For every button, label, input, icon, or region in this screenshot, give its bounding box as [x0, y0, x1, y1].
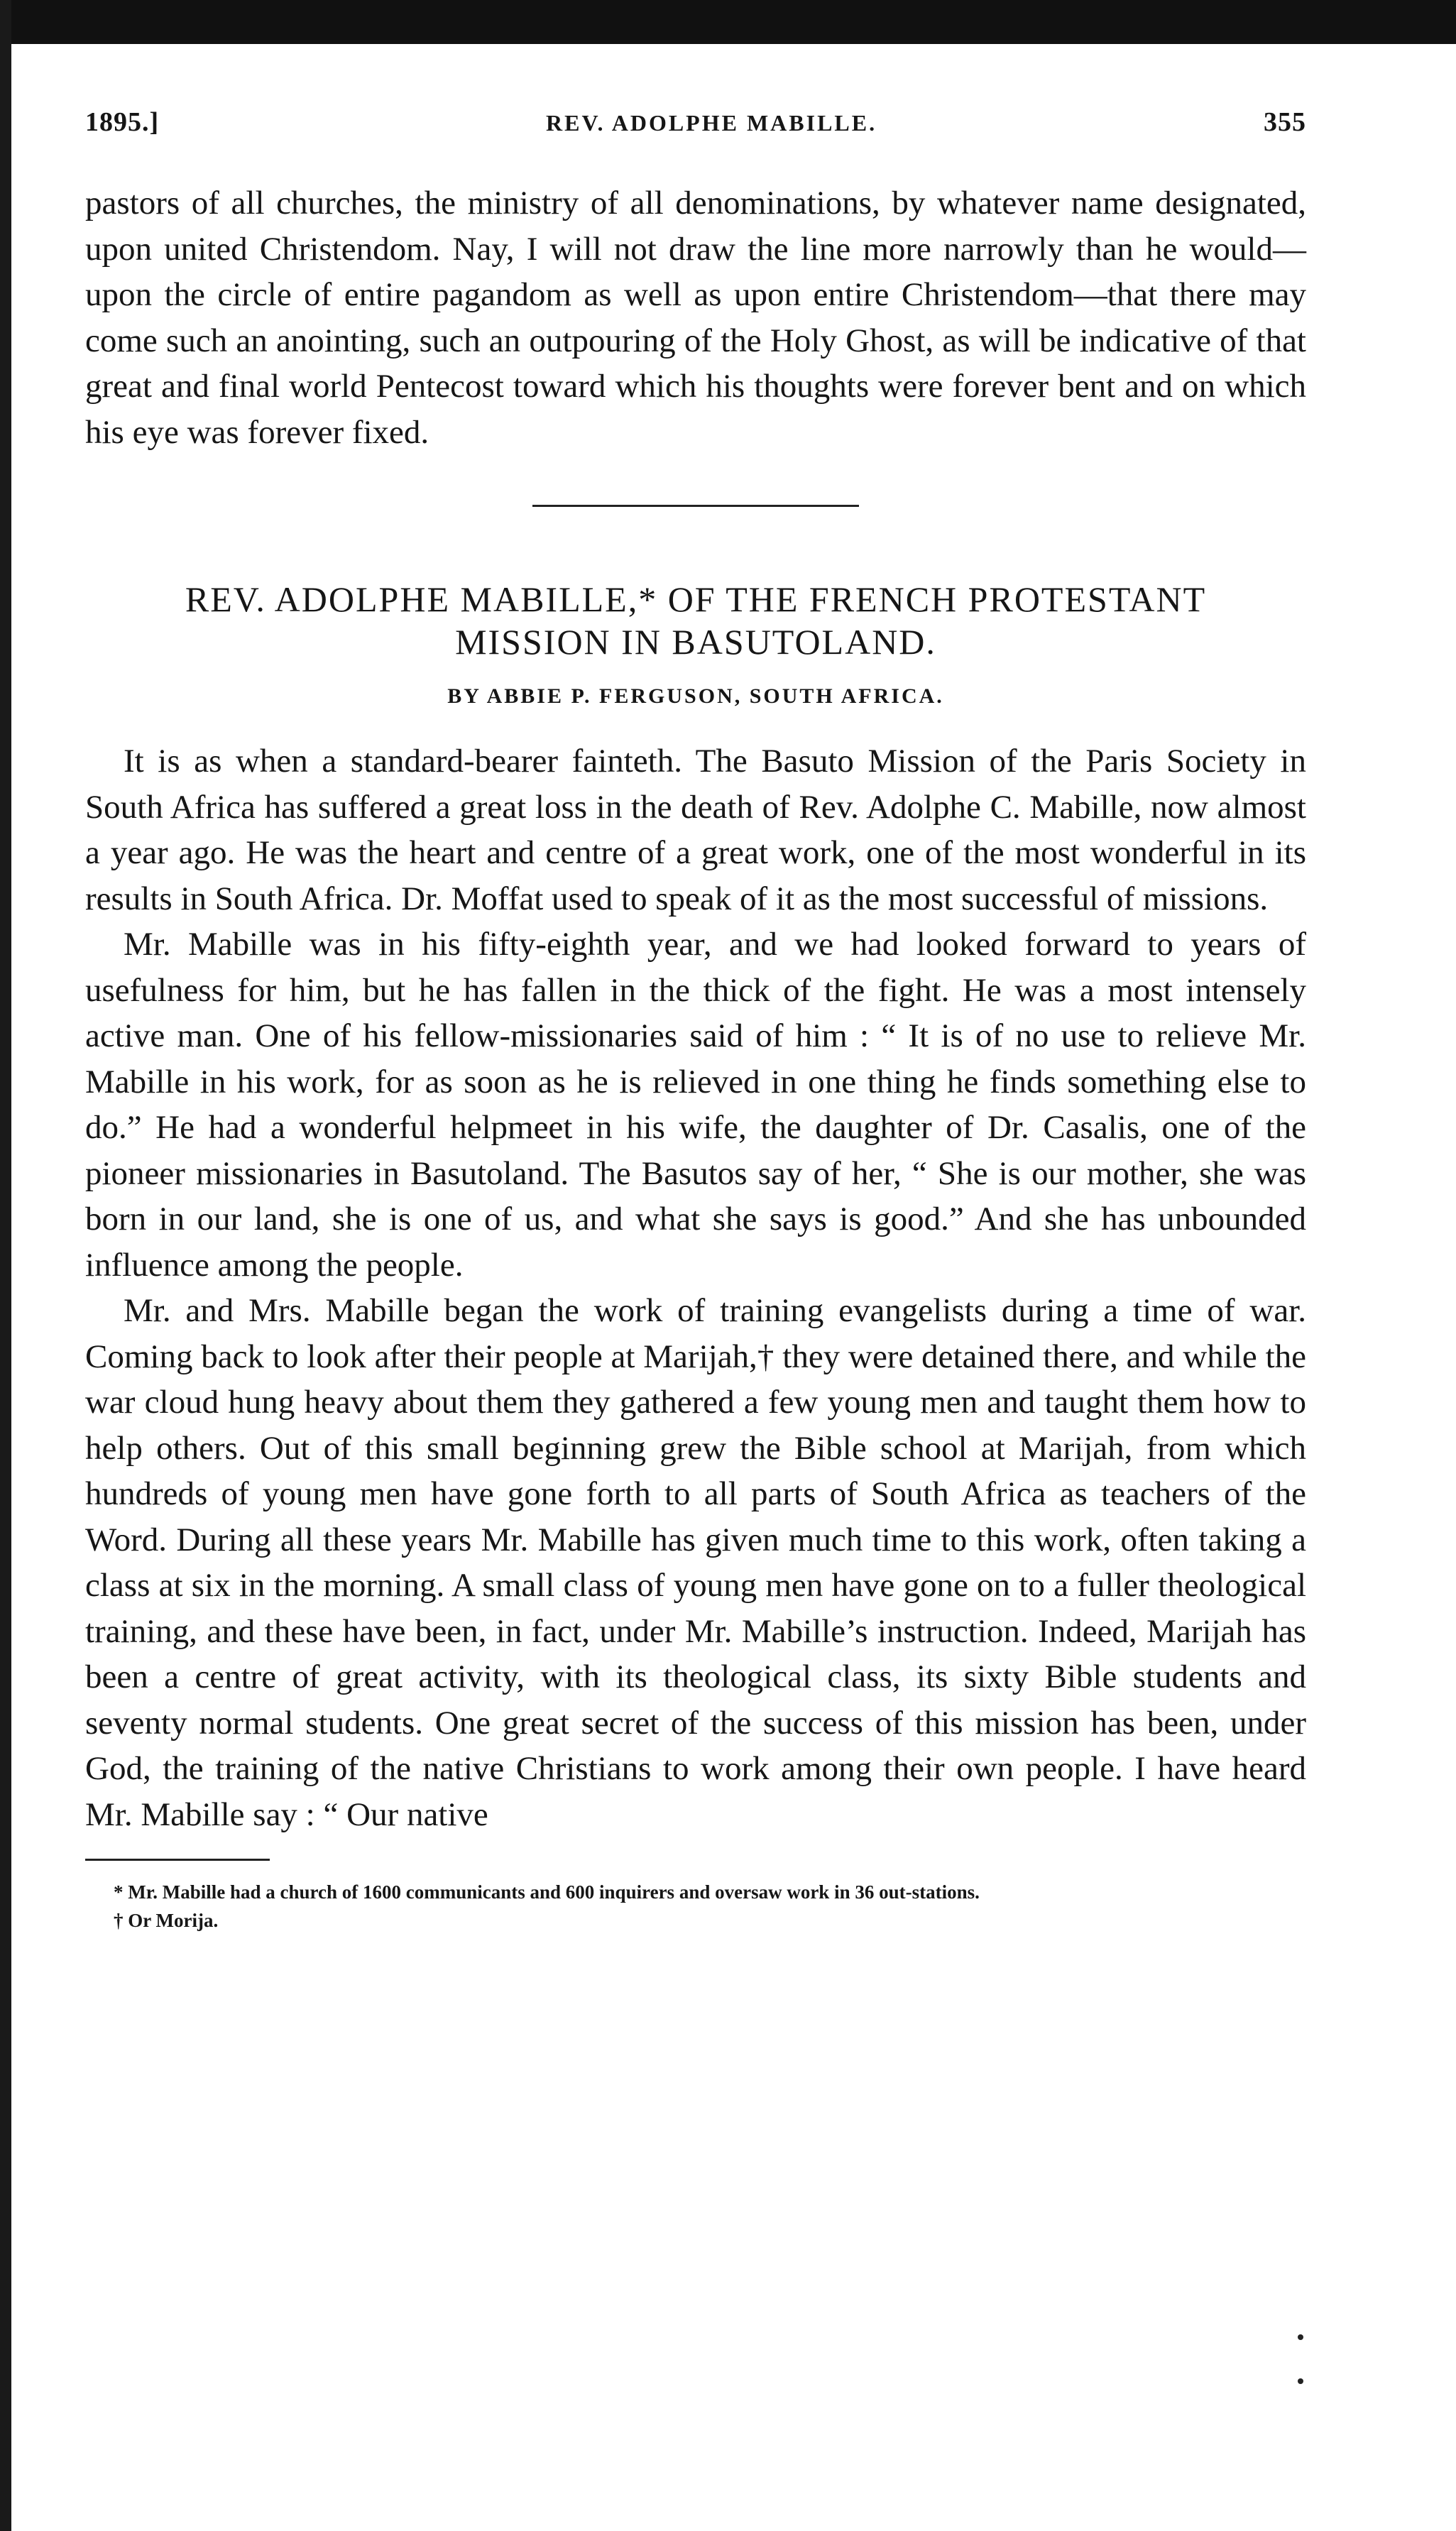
- scan-border-left: [0, 0, 11, 2531]
- header-page-number: 355: [1263, 107, 1306, 137]
- continuation-paragraph: pastors of all churches, the ministry of all denominations, by whatever name designated, upon united Christendom. Nay, I will not draw the line more narrowly than he would—upon the circle of entire pagandom as well as upon entire Christendom—that there may come such an anointing, such an outpouring of the Holy Ghost, as will be indicative of that great and final world Pentecost toward which his thoughts were forever bent and on which his eye was forever fixed.: [85, 185, 1306, 451]
- article-title: [85, 578, 1306, 663]
- article-paragraph-2: Mr. Mabille was in his fifty-eighth year, and we had looked forward to years of usefulness for him, but he has fallen in the thick of the fight. He was a most intensely active man. One of his fellow-missionaries said of him : “ It is of no use to relieve Mr. Mabille in his work, for as soon as he is relieved in one thing he finds something else to do.” He had a wonderful helpmeet in his wife, the daughter of Dr. Casalis, one of the pioneer missionaries in Basutoland. The Basutos say of her, “ She is our mother, she was born in our land, she is one of us, and what she says is good.” And she has unbounded influence among the people.: [85, 926, 1306, 1284]
- footnote-2: † Or Morija.: [114, 1910, 219, 1931]
- continuation-text: [85, 180, 1306, 455]
- footnote-divider: [85, 1859, 270, 1861]
- scan-speck: [1298, 2334, 1303, 2340]
- footnotes: [85, 1878, 1306, 1935]
- article-paragraph-3: Mr. and Mrs. Mabille began the work of training evangelists during a time of war. Coming back to look after their people at Marijah,† they were detained there, and while the war cloud hung heavy about them they gathered a few young men and taught them how to help others. Out of this small beginning grew the Bible school at Marijah, from which hundreds of young men have gone forth to all parts of South Africa as teachers of the Word. During all these years Mr. Mabille has given much time to this work, often taking a class at six in the morning. A small class of young men have gone on to a fuller theological training, and these have been, in fact, under Mr. Mabille’s instruction. Indeed, Marijah has been a centre of great activity, with its theological class, its sixty Bible students and seventy normal students. One great secret of the success of this mission has been, under God, the training of the native Christians to work among their own people. I have heard Mr. Mabille say : “ Our native: [85, 1292, 1306, 1833]
- scan-border-top: [0, 0, 1456, 44]
- article-title-line-2: MISSION IN BASUTOLAND.: [455, 622, 936, 662]
- header-year: 1895.]: [85, 107, 160, 137]
- running-header: [85, 106, 1306, 149]
- footnote-1: * Mr. Mabille had a church of 1600 communicants and 600 inquirers and oversaw work in 36 out-stations.: [114, 1881, 980, 1903]
- scan-speck: [1298, 2378, 1303, 2384]
- article-title-line-1: REV. ADOLPHE MABILLE,* OF THE FRENCH PROTESTANT: [185, 579, 1207, 619]
- article-byline: BY ABBIE P. FERGUSON, SOUTH AFRICA.: [447, 684, 944, 708]
- article-body: [85, 738, 1306, 1837]
- document-page: [85, 106, 1306, 1935]
- header-running-title: REV. ADOLPHE MABILLE.: [546, 110, 877, 136]
- section-divider: [532, 505, 859, 507]
- article-paragraph-1: It is as when a standard-bearer fainteth. The Basuto Mission of the Paris Society in South Africa has suffered a great loss in the death of Rev. Adolphe C. Mabille, now almost a year ago. He was the heart and centre of a great work, one of the most wonderful in its results in South Africa. Dr. Moffat used to speak of it as the most successful of missions.: [85, 743, 1306, 917]
